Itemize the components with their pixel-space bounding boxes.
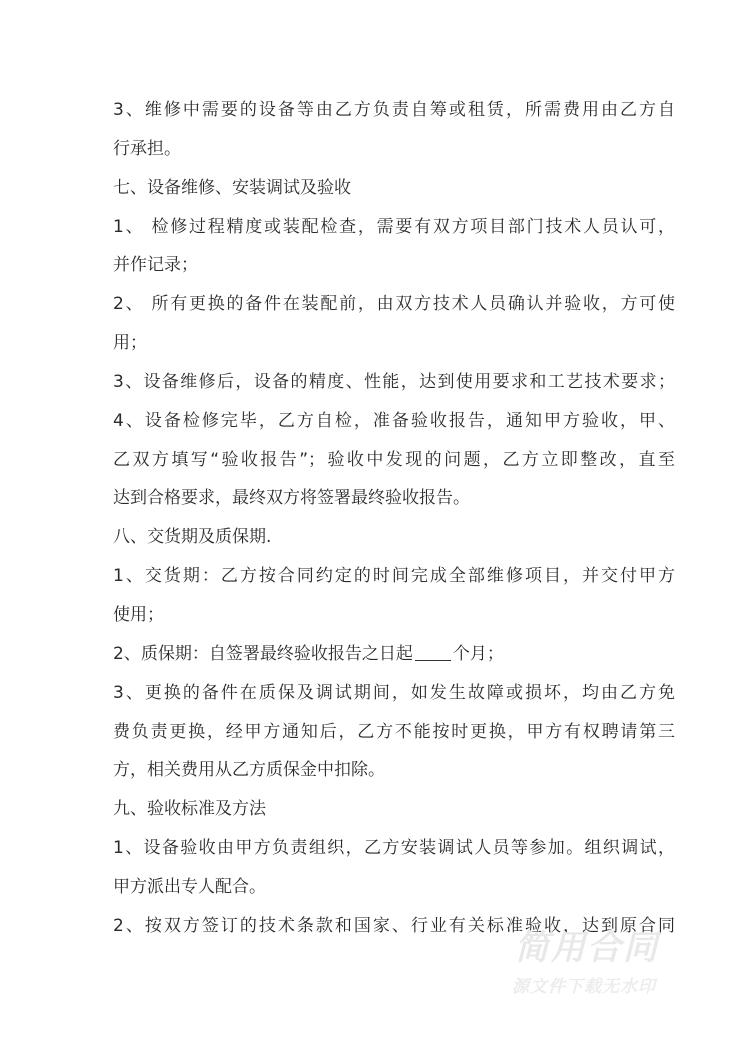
text-line: 乙双方填写“验收报告”；验收中发现的问题，乙方立即整改，直至: [113, 449, 675, 470]
warranty-text-end: 个月；: [452, 643, 504, 664]
text-line: 1、设备验收由甲方负责组织，乙方安装调试人员等参加。组织调试，: [113, 838, 675, 859]
section-heading: 九、验收标准及方法: [113, 799, 266, 820]
section-heading: 八、交货期及质保期.: [113, 527, 272, 548]
text-line: 1、 检修过程精度或装配检查，需要有双方项目部门技术人员认可，: [113, 216, 675, 237]
warranty-line: [113, 635, 675, 674]
text-line: 3、设备维修后，设备的精度、性能，达到使用要求和工艺技术要求；: [113, 371, 675, 392]
text-line: 4、设备检修完毕，乙方自检，准备验收报告，通知甲方验收，甲、: [113, 410, 675, 431]
text-line: 用；: [113, 333, 147, 354]
text-line: 行承担。: [113, 138, 181, 159]
text-line: 1、交货期：乙方按合同约定的时间完成全部维修项目，并交付甲方: [113, 566, 675, 587]
warranty-months-blank: [415, 640, 451, 661]
text-line: 并作记录；: [113, 255, 198, 276]
text-line: 方，相关费用从乙方质保金中扣除。: [113, 760, 385, 781]
text-line: 甲方派出专人配合。: [113, 876, 266, 897]
text-line: 3、更换的备件在质保及调试期间，如发生故障或损坏，均由乙方免: [113, 682, 675, 703]
watermark-logo: 简用合同: [515, 928, 659, 968]
text-line: 2、 所有更换的备件在装配前，由双方技术人员确认并验收，方可使: [113, 294, 675, 315]
text-line: 达到合格要求，最终双方将签署最终验收报告。: [113, 488, 470, 509]
text-line: 费负责更换，经甲方通知后，乙方不能按时更换，甲方有权聘请第三: [113, 721, 675, 742]
section-heading: 七、设备维修、安装调试及验收: [113, 177, 351, 198]
text-line: 2、按双方签订的技术条款和国家、行业有关标准验收，达到原合同: [113, 915, 675, 936]
text-line: 3、维修中需要的设备等由乙方负责自筹或租赁，所需费用由乙方自: [113, 100, 675, 120]
document-body: [113, 91, 675, 946]
watermark-subtitle: 源文件下载无水印: [512, 977, 656, 997]
warranty-text: 2、质保期：自签署最终验收报告之日起: [113, 643, 413, 664]
text-line: 使用；: [113, 604, 164, 625]
